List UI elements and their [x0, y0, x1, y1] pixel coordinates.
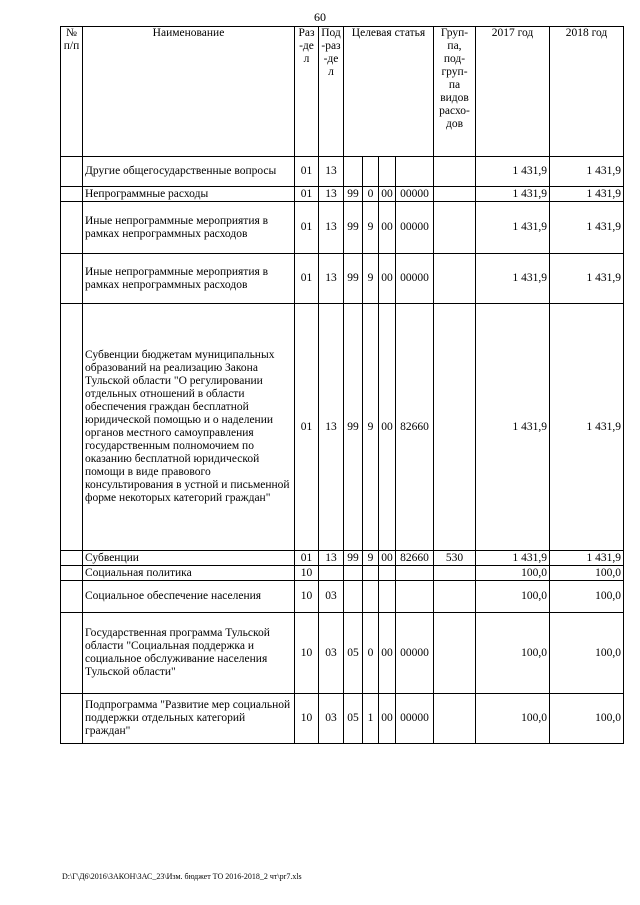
cell-razdel: 01 [295, 157, 319, 187]
cell-2017: 100,0 [476, 694, 550, 744]
cell-num [61, 551, 83, 566]
cell-podrazdel: 13 [319, 187, 344, 202]
cell-name: Социальная политика [83, 566, 295, 581]
cell-razdel: 01 [295, 254, 319, 304]
cell-target-event: 00 [379, 551, 396, 566]
header-expense-group: Груп-па, под-груп-па видов расхо-дов [434, 27, 476, 157]
cell-target-program [344, 157, 363, 187]
budget-table [60, 26, 624, 744]
cell-razdel: 01 [295, 187, 319, 202]
cell-2018: 1 431,9 [550, 551, 624, 566]
cell-target-subprogram: 1 [363, 694, 379, 744]
cell-2018: 100,0 [550, 566, 624, 581]
cell-2018: 1 431,9 [550, 304, 624, 551]
cell-target-event: 00 [379, 254, 396, 304]
cell-target-code: 00000 [396, 254, 434, 304]
header-target-article: Целевая статья [344, 27, 434, 157]
cell-num [61, 157, 83, 187]
cell-target-subprogram: 9 [363, 304, 379, 551]
cell-name: Иные непрограммные мероприятия в рамках непрограммных расходов [83, 254, 295, 304]
cell-target-subprogram: 9 [363, 202, 379, 254]
cell-name: Субвенции [83, 551, 295, 566]
cell-podrazdel: 13 [319, 254, 344, 304]
footer-file-path: D:\Г\Д6\2016\ЗАКОН\ЗАС_23\Изм. бюджет ТО 2016-2018_2 чт\pr7.xls [62, 872, 302, 881]
cell-target-code [396, 157, 434, 187]
table-row [61, 254, 624, 304]
cell-target-program: 99 [344, 254, 363, 304]
cell-razdel: 01 [295, 202, 319, 254]
cell-target-program [344, 566, 363, 581]
table-row [61, 581, 624, 613]
cell-target-program: 99 [344, 187, 363, 202]
cell-target-event [379, 157, 396, 187]
cell-target-subprogram: 0 [363, 187, 379, 202]
page-number: 60 [314, 10, 326, 24]
table-row [61, 551, 624, 566]
cell-group [434, 202, 476, 254]
cell-group [434, 566, 476, 581]
cell-num [61, 254, 83, 304]
cell-2017: 100,0 [476, 566, 550, 581]
cell-2017: 1 431,9 [476, 304, 550, 551]
cell-razdel: 10 [295, 566, 319, 581]
cell-2018: 1 431,9 [550, 254, 624, 304]
cell-target-subprogram: 0 [363, 613, 379, 694]
header-name: Наименование [83, 27, 295, 157]
cell-razdel: 01 [295, 304, 319, 551]
header-subsection: Под-раз-дел [319, 27, 344, 157]
cell-2017: 1 431,9 [476, 157, 550, 187]
cell-name: Социальное обеспечение населения [83, 581, 295, 613]
header-num: № п/п [61, 27, 83, 157]
cell-podrazdel: 13 [319, 202, 344, 254]
table-row [61, 566, 624, 581]
cell-target-code [396, 581, 434, 613]
cell-target-code: 00000 [396, 613, 434, 694]
header-2018: 2018 год [550, 27, 624, 157]
cell-podrazdel: 13 [319, 304, 344, 551]
cell-num [61, 202, 83, 254]
cell-target-subprogram [363, 157, 379, 187]
cell-target-subprogram [363, 581, 379, 613]
cell-2017: 1 431,9 [476, 254, 550, 304]
cell-target-subprogram: 9 [363, 254, 379, 304]
cell-num [61, 613, 83, 694]
cell-2018: 100,0 [550, 581, 624, 613]
cell-2017: 1 431,9 [476, 187, 550, 202]
cell-podrazdel: 13 [319, 551, 344, 566]
cell-2017: 100,0 [476, 613, 550, 694]
table-row [61, 187, 624, 202]
cell-target-program: 99 [344, 304, 363, 551]
cell-target-code: 00000 [396, 694, 434, 744]
cell-group [434, 694, 476, 744]
cell-group [434, 613, 476, 694]
cell-target-event [379, 581, 396, 613]
cell-razdel: 10 [295, 694, 319, 744]
cell-num [61, 694, 83, 744]
cell-razdel: 10 [295, 613, 319, 694]
cell-podrazdel: 03 [319, 613, 344, 694]
cell-target-program: 99 [344, 202, 363, 254]
table-row [61, 694, 624, 744]
header-section: Раз-дел [295, 27, 319, 157]
cell-target-program: 99 [344, 551, 363, 566]
cell-target-program: 05 [344, 613, 363, 694]
cell-2018: 1 431,9 [550, 202, 624, 254]
cell-name: Иные непрограммные мероприятия в рамках непрограммных расходов [83, 202, 295, 254]
cell-group [434, 581, 476, 613]
cell-target-event: 00 [379, 202, 396, 254]
cell-razdel: 01 [295, 551, 319, 566]
cell-target-event: 00 [379, 304, 396, 551]
cell-num [61, 187, 83, 202]
cell-podrazdel: 03 [319, 694, 344, 744]
cell-2018: 1 431,9 [550, 157, 624, 187]
cell-group [434, 157, 476, 187]
cell-2017: 1 431,9 [476, 551, 550, 566]
cell-num [61, 304, 83, 551]
cell-2017: 100,0 [476, 581, 550, 613]
cell-2018: 1 431,9 [550, 187, 624, 202]
cell-target-program: 05 [344, 694, 363, 744]
table-row [61, 304, 624, 551]
cell-2018: 100,0 [550, 613, 624, 694]
cell-num [61, 566, 83, 581]
cell-group [434, 304, 476, 551]
cell-podrazdel: 03 [319, 581, 344, 613]
cell-group [434, 254, 476, 304]
cell-group: 530 [434, 551, 476, 566]
cell-target-event: 00 [379, 694, 396, 744]
header-2017: 2017 год [476, 27, 550, 157]
table-row [61, 202, 624, 254]
cell-name: Подпрограмма "Развитие мер социальной поддержки отдельных категорий граждан" [83, 694, 295, 744]
cell-target-subprogram [363, 566, 379, 581]
cell-target-program [344, 581, 363, 613]
cell-name: Непрограммные расходы [83, 187, 295, 202]
cell-2018: 100,0 [550, 694, 624, 744]
cell-target-code: 00000 [396, 202, 434, 254]
cell-podrazdel: 13 [319, 157, 344, 187]
cell-name: Другие общегосударственные вопросы [83, 157, 295, 187]
cell-target-code [396, 566, 434, 581]
cell-2017: 1 431,9 [476, 202, 550, 254]
cell-name: Государственная программа Тульской области "Социальная поддержка и социальное обслуживание населения Тульской области" [83, 613, 295, 694]
cell-target-code: 82660 [396, 304, 434, 551]
cell-target-event: 00 [379, 187, 396, 202]
cell-target-event: 00 [379, 613, 396, 694]
cell-target-code: 82660 [396, 551, 434, 566]
cell-razdel: 10 [295, 581, 319, 613]
cell-name: Субвенции бюджетам муниципальных образований на реализацию Закона Тульской области "О регулировании отдельных отношений в области обеспечения граждан бесплатной юридической помощью и о наделении органов местного самоуправления государственным полномочием по оказанию бесплатной юридической помощи в виде правового консультирования в устной и письменной форме некоторых категорий граждан" [83, 304, 295, 551]
cell-target-event [379, 566, 396, 581]
cell-target-subprogram: 9 [363, 551, 379, 566]
cell-target-code: 00000 [396, 187, 434, 202]
cell-group [434, 187, 476, 202]
cell-podrazdel [319, 566, 344, 581]
table-row [61, 613, 624, 694]
header-row [61, 27, 624, 157]
cell-num [61, 581, 83, 613]
table-row [61, 157, 624, 187]
